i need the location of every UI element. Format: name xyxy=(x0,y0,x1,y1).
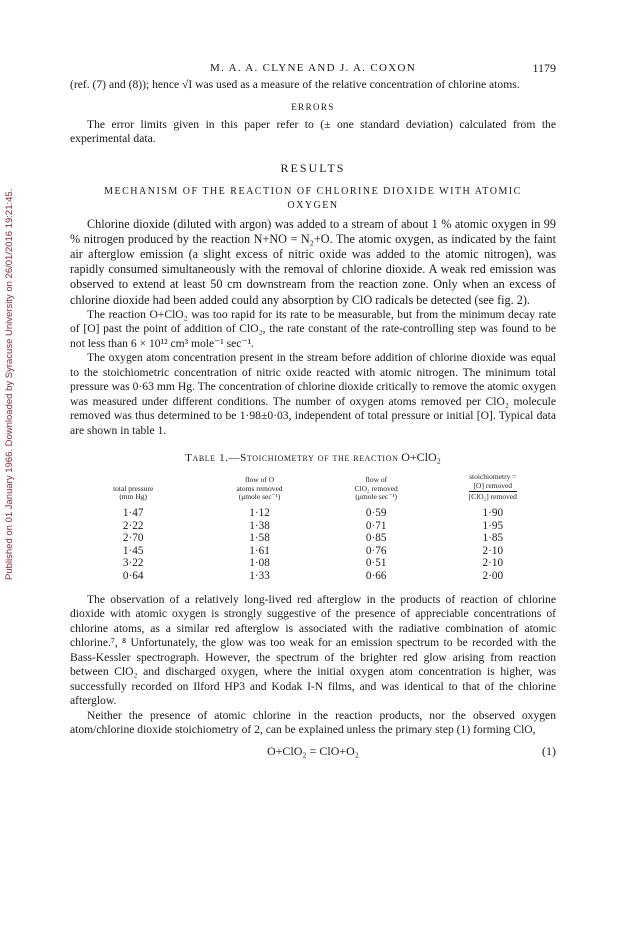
running-header xyxy=(70,60,556,78)
table-row: 2·22 1·38 0·71 1·95 xyxy=(122,519,504,532)
table-row: 1·47 1·12 0·59 1·90 xyxy=(122,507,504,519)
table-caption-label: Table 1.—Stoichiometry of the reaction xyxy=(185,452,399,465)
header-stoichiometry: stoichiometry = $\frac{\text{[O] removed}}{\text{[ClO₂] removed}}$ xyxy=(468,472,517,502)
intro-paragraph: (ref. (7) and (8)); hence √I was used as a measure of the relative concentration of chlorine atoms. xyxy=(70,78,520,91)
errors-heading: ERRORS xyxy=(291,101,335,112)
download-watermark: Published on 01 January 1966. Downloaded by Syracuse University on 26/01/2016 19:21:45. xyxy=(4,188,15,580)
page-number: 1179 xyxy=(532,61,556,75)
paper-page xyxy=(70,60,556,760)
mechanism-subheading: MECHANISM OF THE REACTION OF CHLORINE DIOXIDE WITH ATOMIC OXYGEN xyxy=(104,185,522,211)
primary-step-paragraph: Neither the presence of atomic chlorine in the reaction products, nor the observed oxygen atom/chlorine dioxide stoichiometry of 2, can be explained unless the primary step (1) forming ClO, xyxy=(70,708,556,737)
header-clo2-flow: flow of ClO₂ removed (μmole sec⁻¹) xyxy=(354,475,398,502)
table-row: 1·45 1·61 0·76 2·10 xyxy=(122,544,504,557)
results-paragraph-3: The oxygen atom concentration present in the stream before addition of chlorine dioxide was equal to the stoichiometric concentration of nitric oxide reacted with atomic nitrogen. The minimum total pressure was 0·63 mm Hg. The concentration of chlorine dioxide critically to remove the atomic oxygen was measured under different conditions. The number of oxygen atoms removed per ClO₂ molecule removed was thus determined to be 1·98±0·03, independent of total pressure or initial [O]. Typical data are shown in table 1. xyxy=(70,351,556,437)
running-header-authors: M. A. A. CLYNE AND J. A. COXON xyxy=(210,62,416,74)
header-pressure: total pressure (mm Hg) xyxy=(113,483,154,502)
results-paragraph-2: The reaction O+ClO₂ was too rapid for its rate to be measurable, but from the minimum decay rate of [O] past the point of addition of ClO₂, the rate constant of the rate-controlling step was found to be not less than 6 × 10¹² cm³ mole⁻¹ sec⁻¹. xyxy=(70,307,556,350)
afterglow-paragraph: The observation of a relatively long-lived red afterglow in the products of reaction of chlorine dioxide with atomic oxygen is strongly suggestive of the presence of appreciable concentrations of chlorine atoms, as a similar red afterglow is associated with the radiative combination of atomic chlorine.⁷, ⁸ Unfortunately, the glow was too weak for an emission spectrum to be recorded with the Bass-Kessler spectrograph. However, the spectrum of the brighter red glow arising from reaction between ClO₂ and discharged oxygen, where the initial oxygen atom concentration is higher, was successfully recorded on Ilford HP3 and Kodak I-N films, and was identical to that of the chlorine afterglow. xyxy=(70,592,556,708)
table-caption xyxy=(70,450,556,465)
errors-paragraph: The error limits given in this paper refer to (± one standard deviation) calculated from the experimental data. xyxy=(70,117,556,145)
equation-expression: O+ClO₂ = ClO+O₂ xyxy=(266,743,359,758)
results-paragraph-1: Chlorine dioxide (diluted with argon) was added to a stream of about 1 % atomic oxygen in 99 % nitrogen produced by the reaction N+NO = N₂+O. The atomic oxygen, as indicated by the faint air afterglow emission (a slight excess of nitric oxide was added to the atomic nitrogen), was rapidly consumed simultaneously with the removal of chlorine dioxide. A weak red emission was observed to extend at least 50 cm downstream from the reaction zone. Only when an excess of chlorine dioxide had been added could any absorption by ClO radicals be detected (see fig. 2). xyxy=(70,216,556,307)
stoichiometry-table xyxy=(70,473,556,582)
equation-1 xyxy=(70,744,556,760)
table-row: 0·64 1·33 0·66 2·00 xyxy=(122,569,504,582)
equation-number: (1) xyxy=(542,743,556,758)
table-row: 2·70 1·58 0·85 1·85 xyxy=(122,532,504,545)
header-o-flow: flow of O atoms removed (μmole sec⁻¹) xyxy=(236,475,283,502)
table-row: 3·22 1·08 0·51 2·10 xyxy=(122,557,504,570)
results-heading: RESULTS xyxy=(280,160,346,175)
table-caption-formula: O+ClO₂ xyxy=(401,450,441,465)
